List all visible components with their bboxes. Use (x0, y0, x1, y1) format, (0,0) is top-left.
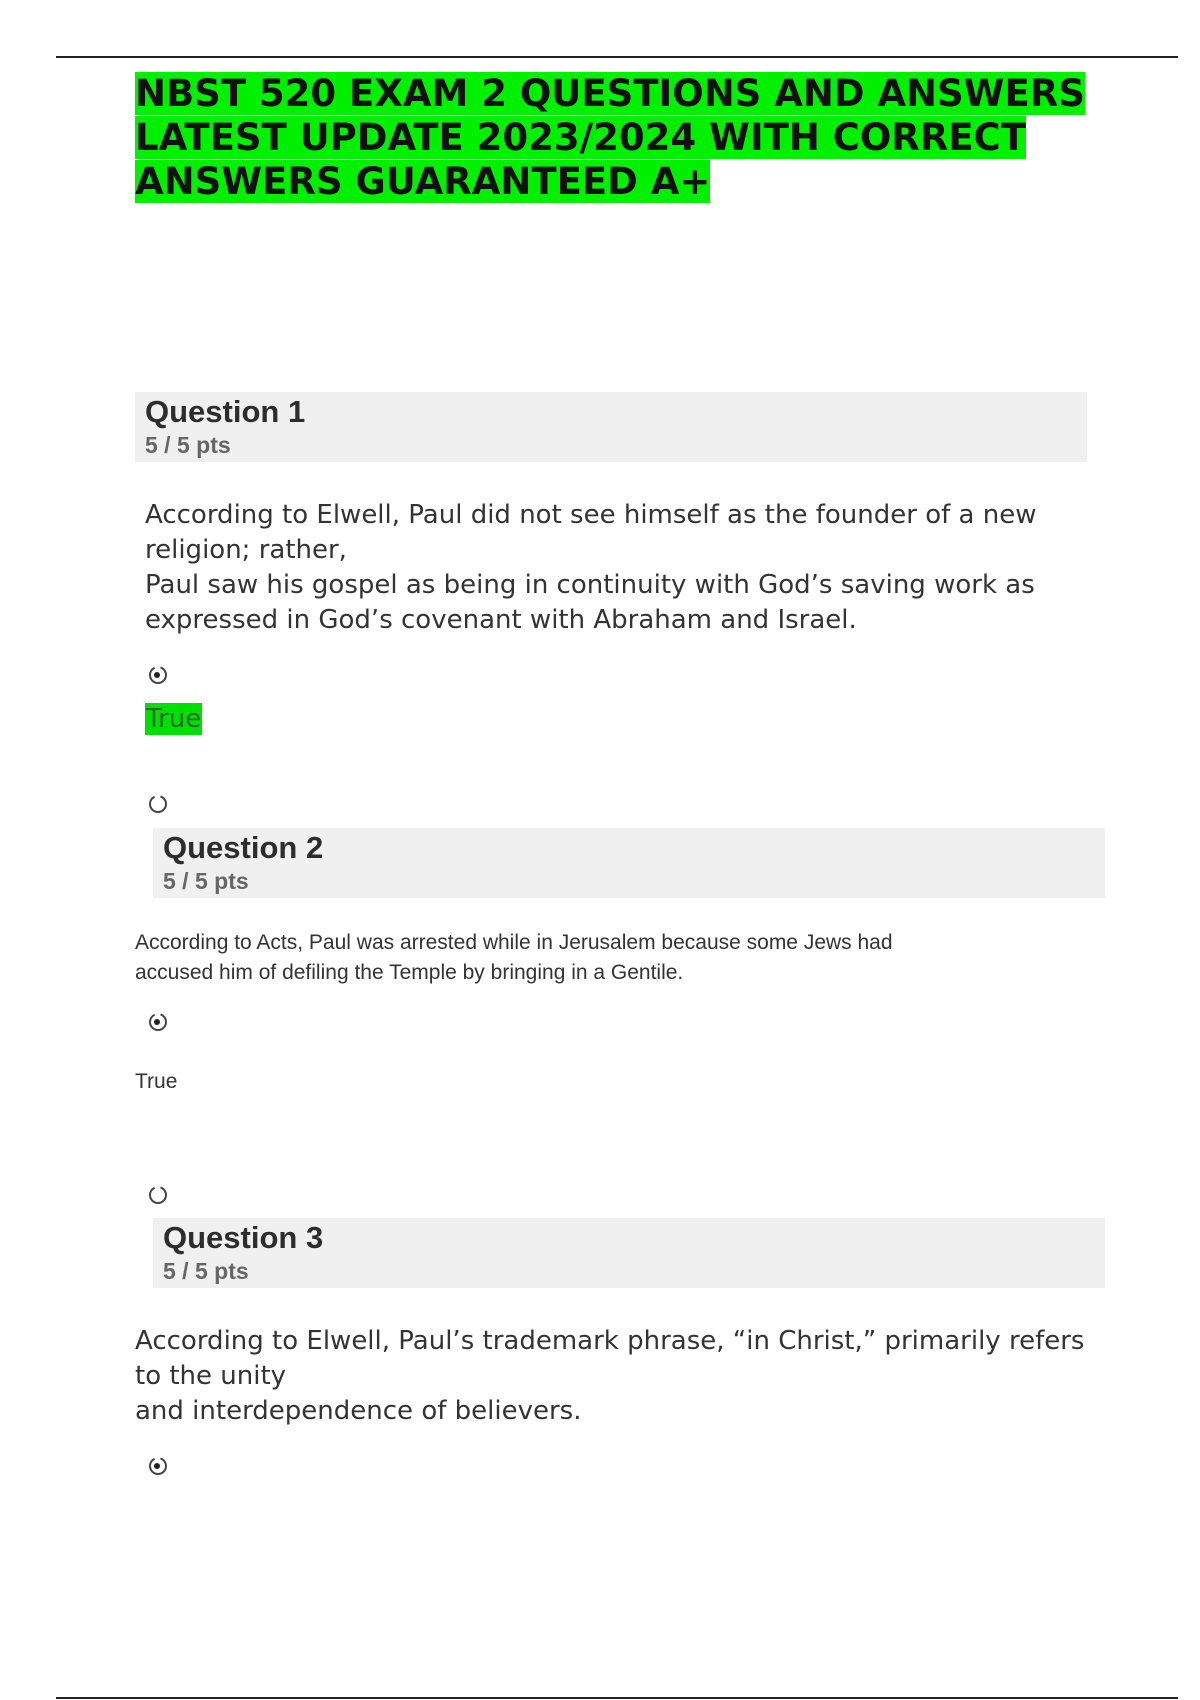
question-points: 5 / 5 pts (163, 1258, 249, 1284)
question-text-line: According to Elwell, Paul did not see himself as the founder of a new (145, 500, 1037, 530)
radio-unselected-icon[interactable] (147, 793, 169, 815)
radio-selected-icon[interactable] (147, 1011, 169, 1033)
question-text-line: religion; rather, (145, 535, 347, 565)
question-text-line: According to Acts, Paul was arrested while in Jerusalem because some Jews had (135, 931, 893, 954)
question-text-line: to the unity (135, 1361, 287, 1391)
answer-choice-correct[interactable]: True (146, 704, 202, 734)
radio-selected-icon[interactable] (147, 1455, 169, 1477)
radio-selected-icon[interactable] (147, 664, 169, 686)
question-text (135, 928, 893, 988)
question-text-line: expressed in God’s covenant with Abraham and Israel. (145, 605, 857, 635)
question-text-line: and interdependence of believers. (135, 1396, 582, 1426)
question-title: Question 2 (163, 830, 324, 865)
question-text-line: accused him of defiling the Temple by bringing in a Gentile. (135, 961, 684, 984)
document-title: NBST 520 EXAM 2 QUESTIONS AND ANSWERS LATEST UPDATE 2023/2024 WITH CORRECT ANSWERS GUARANTEED A+ (135, 72, 1085, 203)
question-header (135, 392, 1087, 462)
radio-unselected-icon[interactable] (147, 1184, 169, 1206)
question-title: Question 1 (145, 394, 306, 429)
top-rule (56, 56, 1178, 58)
question-text-line: According to Elwell, Paul’s trademark phrase, “in Christ,” primarily refers (135, 1326, 1085, 1356)
question-header (153, 1218, 1105, 1288)
answer-choice[interactable]: True (135, 1070, 178, 1093)
question-text (145, 498, 1036, 638)
question-points: 5 / 5 pts (145, 432, 231, 458)
question-text-line: Paul saw his gospel as being in continuity with God’s saving work as (145, 570, 1035, 600)
question-text (135, 1324, 1084, 1429)
question-points: 5 / 5 pts (163, 868, 249, 894)
bottom-rule (56, 1697, 1178, 1699)
question-title: Question 3 (163, 1220, 324, 1255)
question-header (153, 828, 1105, 898)
